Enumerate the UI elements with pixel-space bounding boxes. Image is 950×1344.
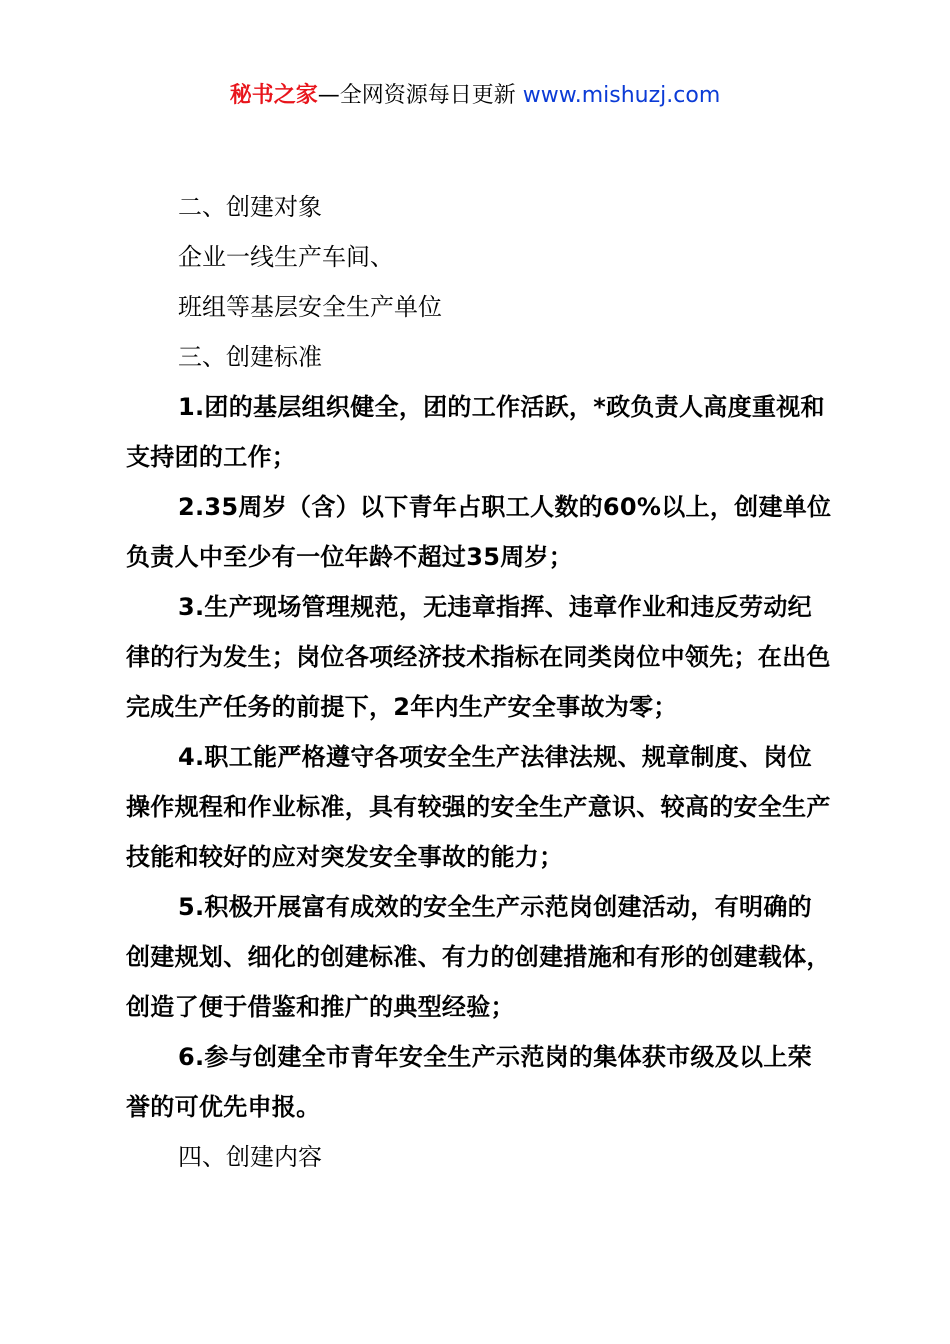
section-heading-content: 四、创建内容	[178, 1143, 322, 1171]
standard-item-1: 1.团的基层组织健全，团的工作活跃，*政负责人高度重视和支持团的工作；	[126, 393, 825, 471]
standard-item-3: 3.生产现场管理规范，无违章指挥、违章作业和违反劳动纪律的行为发生；岗位各项经济技术指标在同类岗位中领先；在出色完成生产任务的前提下，2年内生产安全事故为零；	[126, 593, 831, 721]
document-body	[126, 182, 836, 1182]
standard-item-6: 6.参与创建全市青年安全生产示范岗的集体获市级及以上荣誉的可优先申报。	[126, 1043, 812, 1121]
standard-item-4: 4.职工能严格遵守各项安全生产法律法规、规章制度、岗位操作规程和作业标准，具有较强的安全生产意识、较高的安全生产技能和较好的应对突发安全事故的能力；	[126, 743, 831, 871]
site-header	[0, 80, 950, 112]
site-tagline: —全网资源每日更新	[317, 83, 516, 108]
objects-line-1: 企业一线生产车间、	[178, 243, 394, 271]
standard-item-2: 2.35周岁（含）以下青年占职工人数的60%以上，创建单位负责人中至少有一位年龄不超过35周岁；	[126, 493, 832, 571]
standard-item-5: 5.积极开展富有成效的安全生产示范岗创建活动，有明确的创建规划、细化的创建标准、有力的创建措施和有形的创建载体，创造了便于借鉴和推广的典型经验；	[126, 893, 831, 1021]
objects-line-2: 班组等基层安全生产单位	[178, 293, 442, 321]
section-heading-objects: 二、创建对象	[178, 193, 322, 221]
section-heading-standards: 三、创建标准	[178, 343, 322, 371]
site-brand: 秘书之家	[229, 83, 318, 108]
site-url-link[interactable]: www.mishuzj.com	[522, 83, 721, 108]
